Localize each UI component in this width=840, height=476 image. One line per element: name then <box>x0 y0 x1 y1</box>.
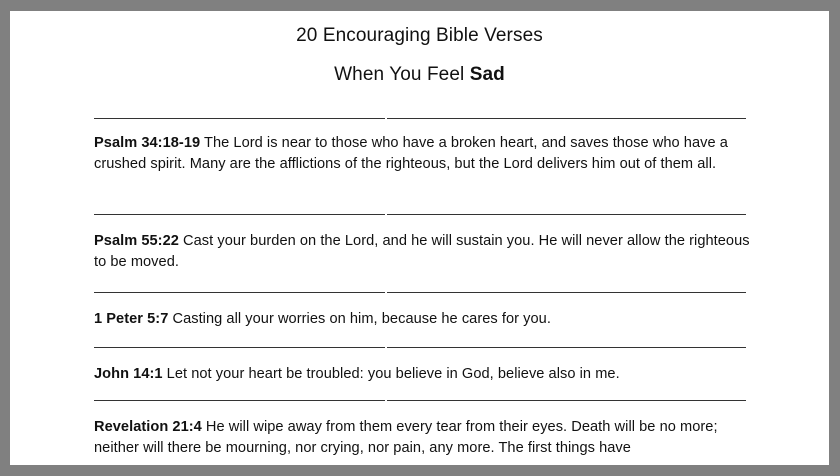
subtitle-emphasis: Sad <box>469 64 505 85</box>
verse-text: The Lord is near to those who have a broken heart, and saves those who have a crushed spirit. Many are the afflictions of the righteous, but the Lord delivers him out of them all. <box>94 135 728 172</box>
verse-item <box>94 133 754 175</box>
document-page <box>10 11 829 465</box>
divider <box>94 292 746 293</box>
document-title: 20 Encouraging Bible Verses <box>296 25 543 46</box>
verse-text: Cast your burden on the Lord, and he will sustain you. He will never allow the righteous to be moved. <box>94 233 750 270</box>
verse-text: Let not your heart be troubled: you believe in God, believe also in me. <box>162 366 620 382</box>
verse-reference: 1 Peter 5:7 <box>94 311 169 327</box>
document-subtitle <box>10 64 829 86</box>
verse-item <box>94 231 754 273</box>
verse-item <box>94 417 754 459</box>
divider <box>94 347 746 348</box>
verse-reference: Psalm 55:22 <box>94 233 179 249</box>
subtitle-prefix: When You Feel <box>334 64 470 85</box>
verse-reference: John 14:1 <box>94 366 163 382</box>
verse-item <box>94 309 754 330</box>
verse-item <box>94 364 754 385</box>
verse-reference: Revelation 21:4 <box>94 419 202 435</box>
divider <box>94 118 746 119</box>
verse-reference: Psalm 34:18-19 <box>94 135 201 151</box>
divider <box>94 400 746 401</box>
divider <box>94 214 746 215</box>
verse-text: Casting all your worries on him, because he cares for you. <box>168 311 551 327</box>
verse-text: He will wipe away from them every tear from their eyes. Death will be no more; neither will there be mourning, nor crying, nor pain, any more. The first things have <box>94 419 718 456</box>
